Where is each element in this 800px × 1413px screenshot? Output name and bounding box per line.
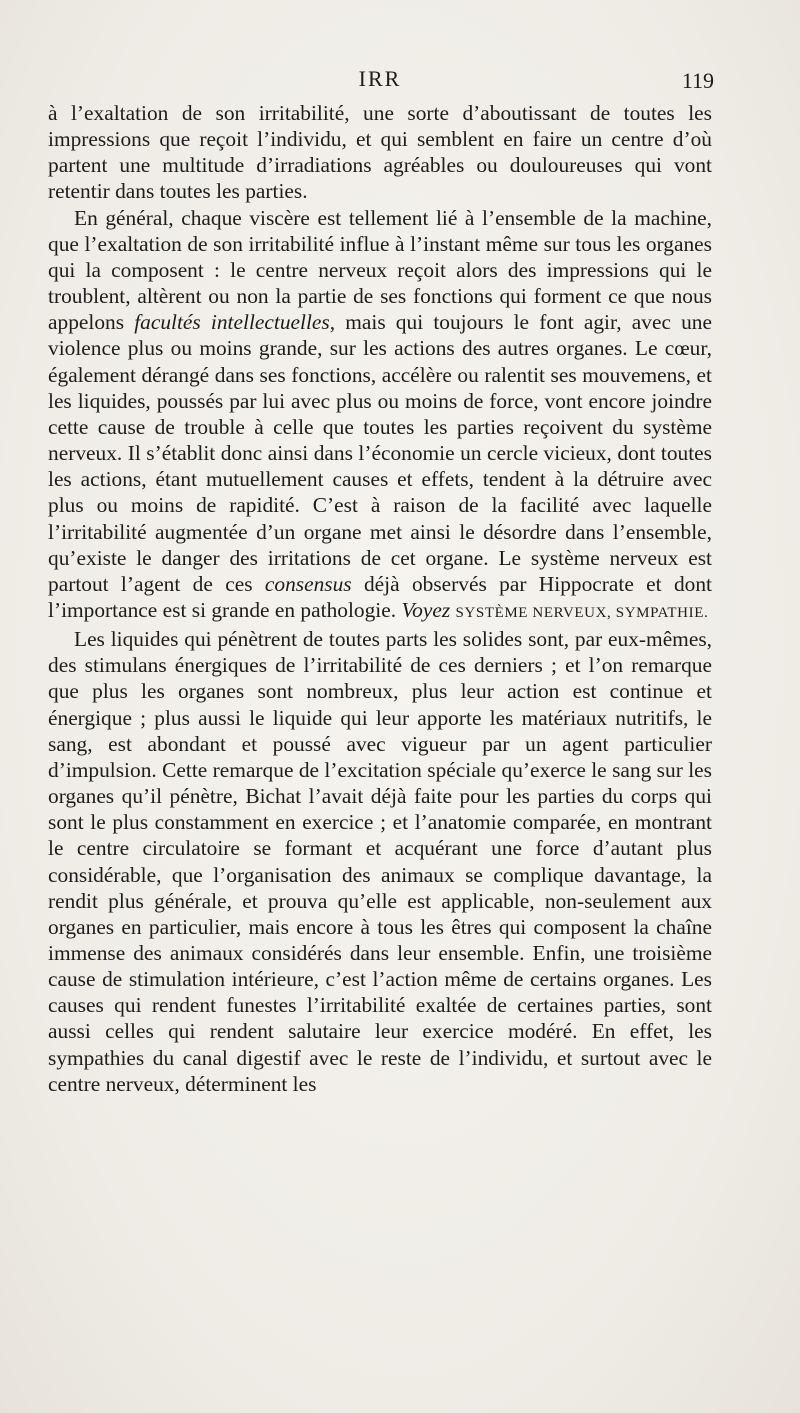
italic-term: Voyez [401, 597, 451, 622]
paragraph-2 [48, 205, 712, 627]
text-run: déjà observés par Hippocrate et dont l’importance est si grande en pathologie. [48, 571, 712, 622]
text-run: Les liquides qui pénètrent de toutes parts les solides sont, par eux-mêmes, des stimulans énergiques de l’irritabilité de ces derniers ; et l’on remarque que plus les organes sont nombreux, plus leur action est continue et énergique ; plus aussi le liquide qui leur apporte les matériaux nutritifs, le sang, est abondant et poussé avec vigueur par un agent particulier d’impulsion. Cette remarque de l’excitation spéciale qu’exerce le sang sur les organes qu’il pénètre, Bichat l’avait déjà faite pour les parties du corps qui sont le plus constamment en exercice ; et l’anatomie comparée, en montrant le centre circulatoire se formant et acquérant une force d’autant plus considérable, que l’organisation des animaux se complique davantage, la rendit plus générale, et prouva qu’elle est applicable, non-seulement aux organes en particulier, mais encore à tous les êtres qui composent la chaîne immense des animaux considérés dans leur ensemble. Enfin, une troisième cause de stimulation intérieure, c’est l’action même de certains organes. Les causes qui rendent funestes l’irritabilité exaltée de certaines parties, sont aussi celles qui rendent salutaire leur exercice modéré. En effet, les sympathies du canal digestif avec le reste de l’individu, et surtout avec le centre nerveux, déterminent les [48, 627, 712, 1096]
running-head-word: IRR [358, 66, 402, 91]
running-head [48, 66, 712, 96]
paragraph-1 [48, 100, 712, 205]
text-run: En général, chaque viscère est tellement lié à l’ensemble de la machine, que l’exaltation de son irritabilité influe à l’instant même sur tous les organes qui la composent : le centre nerveux reçoit alors des impressions qui le troublent, altèrent ou non la partie de ses fonctions qui forment ce que nous appelons [48, 205, 712, 335]
italic-term: consensus [264, 571, 352, 596]
paragraph-3 [48, 626, 712, 1097]
cross-reference: SYSTÈME NERVEUX, SYMPATHIE. [455, 604, 709, 621]
body-text [48, 100, 712, 1097]
page-number: 119 [681, 68, 714, 93]
italic-term: facultés intellectuelles [134, 310, 330, 335]
text-run: à l’exaltation de son irritabilité, une sorte d’aboutissant de toutes les impressions que reçoit l’individu, et qui semblent en faire un centre d’où partent une multitude d’irradiations agréables ou douloureuses qui vont retentir dans toutes les parties. [48, 101, 712, 204]
text-run: , mais qui toujours le font agir, avec une violence plus ou moins grande, sur les actions des autres organes. Le cœur, également dérangé dans ses fonctions, accélère ou ralentit ses mouvemens, et les liquides, poussés par lui avec plus ou moins de force, vont encore joindre cette cause de trouble à celle que toutes les parties reçoivent du système nerveux. Il s’établit donc ainsi dans l’économie un cercle vicieux, dont toutes les actions, étant mutuellement causes et effets, tendent à la détruire avec plus ou moins de rapidité. C’est à raison de la facilité avec laquelle l’irritabilité augmentée d’un organe met ainsi le désordre dans l’ensemble, qu’existe le danger des irritations de cet organe. Le système nerveux est partout l’agent de ces [48, 310, 712, 596]
